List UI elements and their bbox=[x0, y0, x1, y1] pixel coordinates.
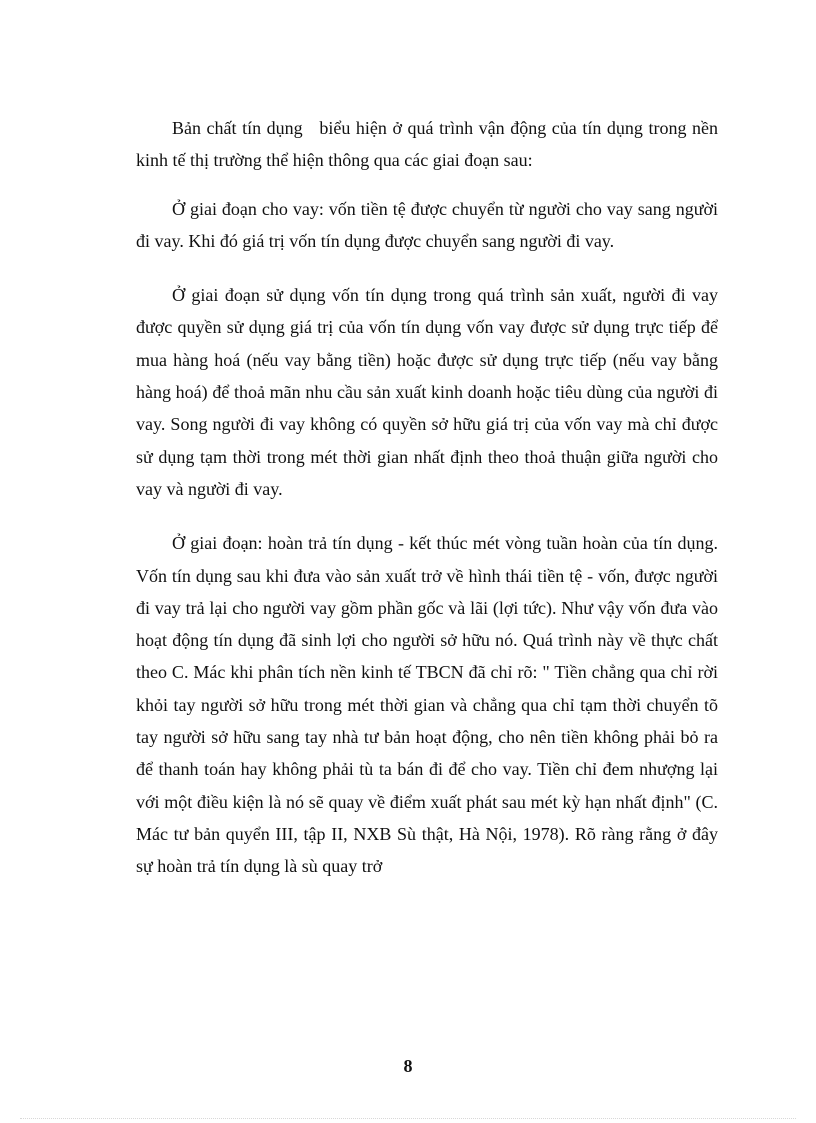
paragraph-usage-stage: Ở giai đoạn sử dụng vốn tín dụng trong quá trình sản xuất, người đi vay được quyền sử dụng giá trị của vốn tín dụng vốn vay được sử dụng trực tiếp để mua hàng hoá (nếu vay bằng tiền) hoặc được sử dụng trực tiếp (nếu vay bằng hàng hoá) để thoả mãn nhu cầu sản xuất kinh doanh hoặc tiêu dùng của người đi vay. Song người đi vay không có quyền sở hữu giá trị của vốn vay mà chỉ được sử dụng tạm thời trong mét thời gian nhất định theo thoả thuận giữa người cho vay và người đi vay. bbox=[136, 285, 723, 499]
paragraph-lending-stage: Ở giai đoạn cho vay: vốn tiền tệ được chuyển từ người cho vay sang người đi vay. Khi đó giá trị vốn tín dụng được chuyển sang người đi vay. bbox=[136, 198, 723, 251]
paragraph-credit-nature: Bản chất tín dụng biểu hiện ở quá trình vận động của tín dụng trong nền kinh tế thị trường thể hiện thông qua các giai đoạn sau: bbox=[136, 118, 723, 171]
page-number: 8 bbox=[403, 1056, 413, 1076]
body-text bbox=[136, 112, 723, 905]
page-bottom-divider bbox=[20, 1118, 796, 1119]
paragraph-repayment-stage: Ở giai đoạn: hoàn trả tín dụng - kết thúc mét vòng tuần hoàn của tín dụng. Vốn tín dụng sau khi đưa vào sản xuất trở về hình thái tiền tệ - vốn, được người đi vay trả lại cho người vay gồm phần gốc và lãi (lợi tức). Như vậy vốn đưa vào hoạt động tín dụng đã sinh lợi cho người sở hữu nó. Quá trình này về thực chất theo C. Mác khi phân tích nền kinh tế TBCN đã chỉ rõ: " Tiền chẳng qua chỉ rời khỏi tay người sở hữu trong mét thời gian và chẳng qua chỉ tạm thời chuyển tõ tay người sở hữu sang tay nhà tư bản hoạt động, cho nên tiền không phải bỏ ra để thanh toán hay không phải tù ta bán đi để cho vay. Tiền chỉ đem nhượng lại với một điều kiện là nó sẽ quay về điểm xuất phát sau mét kỳ hạn nhất định" (C. Mác tư bản quyển III, tập II, NXB Sù thật, Hà Nội, 1978). Rõ ràng rằng ở đây sự hoàn trả tín dụng là sù quay trở bbox=[136, 533, 723, 877]
